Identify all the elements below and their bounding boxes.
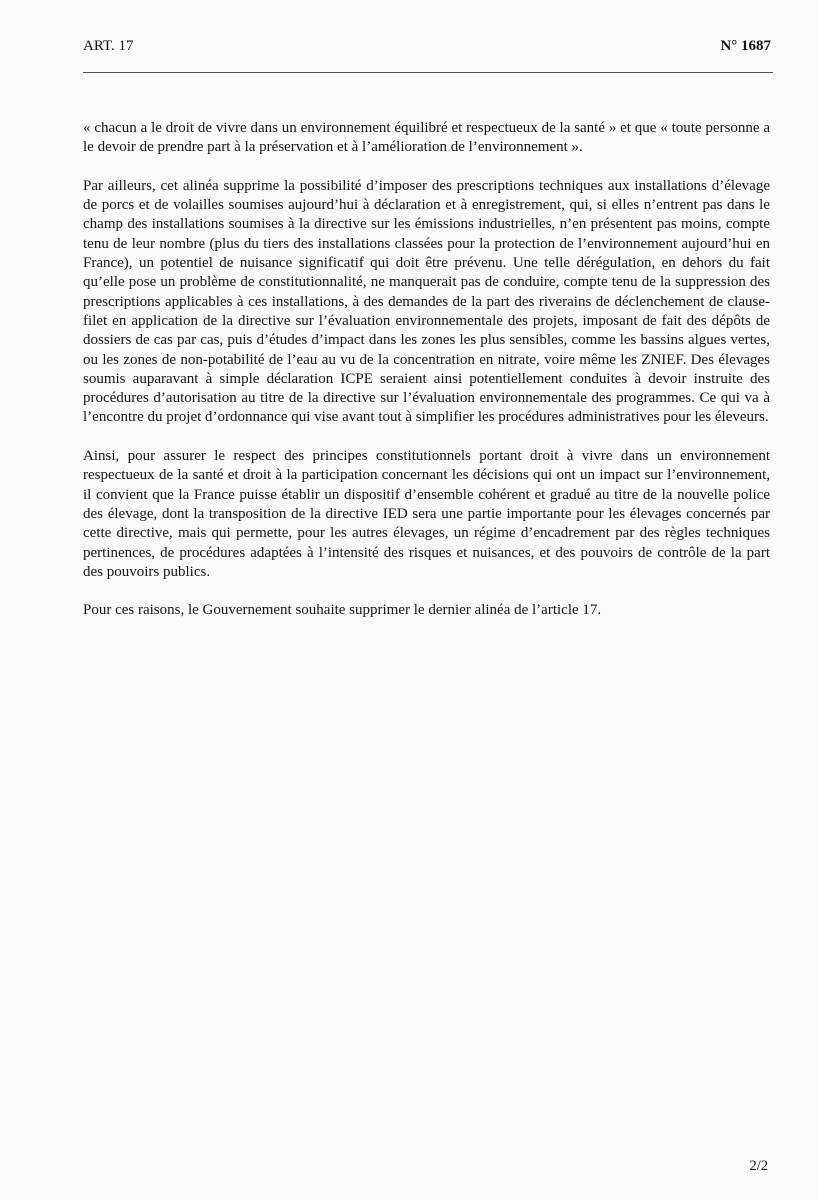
page-header	[83, 38, 773, 62]
paragraph-2: Par ailleurs, cet alinéa supprime la possibilité d’imposer des prescriptions techniques aux installations d’élevage de porcs et de volailles soumises aujourd’hui à déclaration et à enregistrement, qui, si elles n’entrent pas dans le champ des installations soumises à la directive sur les émissions industrielles, n’en présentent pas moins, compte tenu de leur nombre (plus du tiers des installations classées pour la protection de l’environnement aujourd’hui en France), un potentiel de nuisance significatif qui doit être prévenu. Une telle dérégulation, en dehors du fait qu’elle pose un problème de constitutionnalité, ne manquerait pas de conduire, compte tenu de la suppression des prescriptions applicables à ces installations, à des demandes de la part des riverains de déclenchement de clause-filet en application de la directive sur l’évaluation environnementale des projets, imposant de fait des dépôts de dossiers de cas par cas, puis d’études d’impact dans les zones les plus sensibles, comme les bassins algues vertes, ou les zones de non-potabilité de l’eau au vu de la concentration en nitrate, voire même les ZNIEF. Des élevages soumis auparavant à simple déclaration ICPE seraient ainsi potentiellement conduites à devoir instruite des procédures d’autorisation au titre de la directive sur l’évaluation environnementale des programmes. Ce qui va à l’encontre du projet d’ordonnance qui vise avant tout à simplifier les procédures administratives pour les éleveurs.	[83, 177, 770, 426]
paragraph-1: « chacun a le droit de vivre dans un environnement équilibré et respectueux de la santé » et que « toute personne a le devoir de prendre part à la préservation et à l’amélioration de l’environnement ».	[83, 120, 770, 156]
document-body	[83, 119, 770, 640]
header-divider	[83, 72, 773, 73]
page-number: 2/2	[749, 1158, 768, 1174]
paragraph-3: Ainsi, pour assurer le respect des principes constitutionnels portant droit à vivre dans un environnement respectueux de la santé et droit à la participation concernant les décisions qui ont un impact sur l’environnement, il convient que la France puisse établir un dispositif d’ensemble cohérent et gradué au titre de la nouvelle police des élevage, dont la transposition de la directive IED sera une partie importante pour les élevages concernés par cette directive, mais qui permette, pour les autres élevages, un régime d’encadrement par des règles techniques pertinences, de procédures adaptées à l’intensité des risques et nuisances, et des pouvoirs de contrôle de la part des pouvoirs publics.	[83, 448, 770, 580]
paragraph-4: Pour ces raisons, le Gouvernement souhaite supprimer le dernier alinéa de l’article 17.	[83, 602, 602, 619]
amendment-number: N° 1687	[720, 38, 771, 54]
article-reference: ART. 17	[83, 38, 134, 54]
